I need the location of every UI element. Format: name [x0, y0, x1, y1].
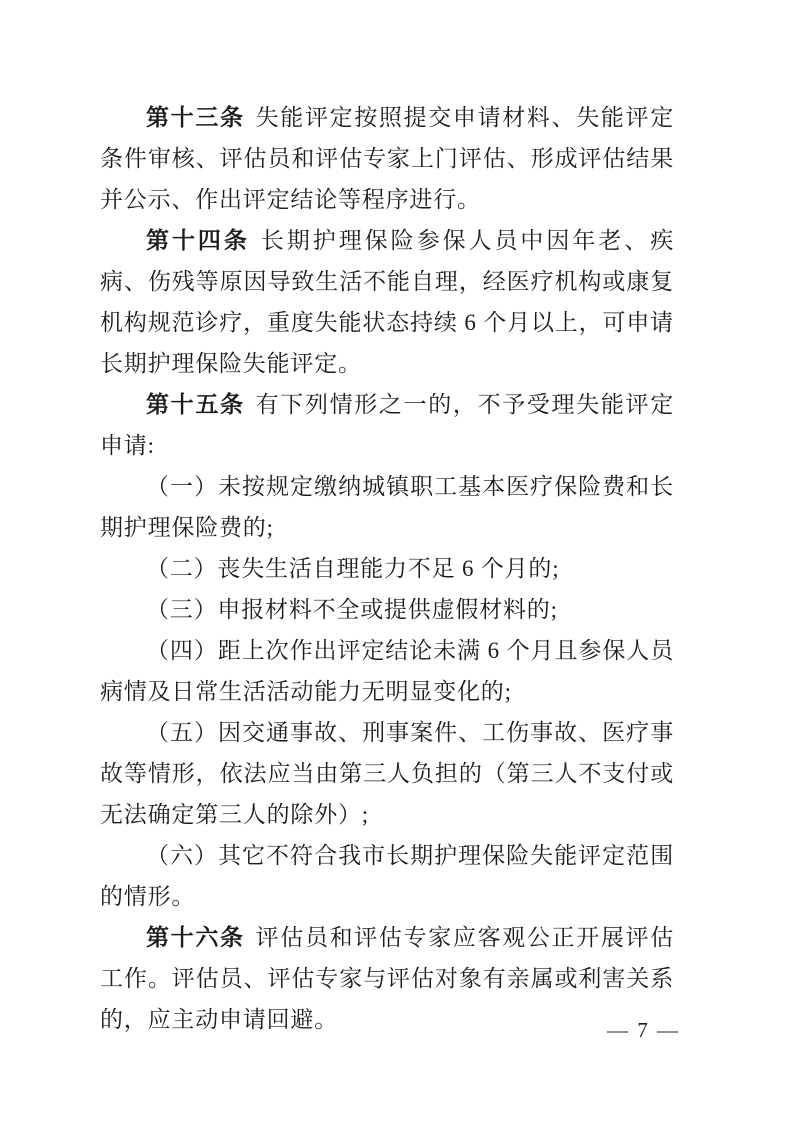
clause-2-paragraph: [100, 548, 674, 589]
clause-4-paragraph: [100, 630, 674, 712]
article-16-text: 评估员和评估专家应客观公正开展评估工作。评估员、评估专家与评估对象有亲属或利害关系的，应主动申请回避。: [100, 925, 674, 1032]
clause-5-text: （五）因交通事故、刑事案件、工伤事故、医疗事故等情形，依法应当由第三人负担的（第三人不支付或无法确定第三人的除外）;: [100, 720, 674, 827]
document-body: [100, 97, 674, 1040]
article-13-paragraph: [100, 97, 674, 220]
article-15-paragraph: [100, 384, 674, 466]
article-14-paragraph: [100, 220, 674, 384]
clause-3-text: （三）申报材料不全或提供虚假材料的;: [146, 597, 558, 622]
clause-1-text: （一）未按规定缴纳城镇职工基本医疗保险费和长期护理保险费的;: [100, 474, 674, 540]
clause-4-text: （四）距上次作出评定结论未满 6 个月且参保人员病情及日常生活活动能力无明显变化的;: [100, 638, 674, 704]
article-14-number: 第十四条: [146, 227, 250, 253]
article-15-text: 有下列情形之一的，不予受理失能评定申请:: [100, 392, 674, 458]
clause-6-text: （六）其它不符合我市长期护理保险失能评定范围的情形。: [100, 843, 674, 909]
clause-2-text: （二）丧失生活自理能力不足 6 个月的;: [146, 556, 560, 581]
clause-3-paragraph: [100, 589, 674, 630]
clause-5-paragraph: [100, 712, 674, 835]
page-number: — 7 —: [607, 1018, 680, 1042]
clause-6-paragraph: [100, 835, 674, 917]
clause-1-paragraph: [100, 466, 674, 548]
article-15-number: 第十五条: [146, 391, 245, 417]
article-13-text: 失能评定按照提交申请材料、失能评定条件审核、评估员和评估专家上门评估、形成评估结果并公示、作出评定结论等程序进行。: [100, 105, 674, 212]
article-16-number: 第十六条: [146, 924, 245, 950]
article-13-number: 第十三条: [146, 104, 245, 130]
article-14-text: 长期护理保险参保人员中因年老、疾病、伤残等原因导致生活不能自理，经医疗机构或康复机构规范诊疗，重度失能状态持续 6 个月以上，可申请长期护理保险失能评定。: [100, 228, 674, 376]
